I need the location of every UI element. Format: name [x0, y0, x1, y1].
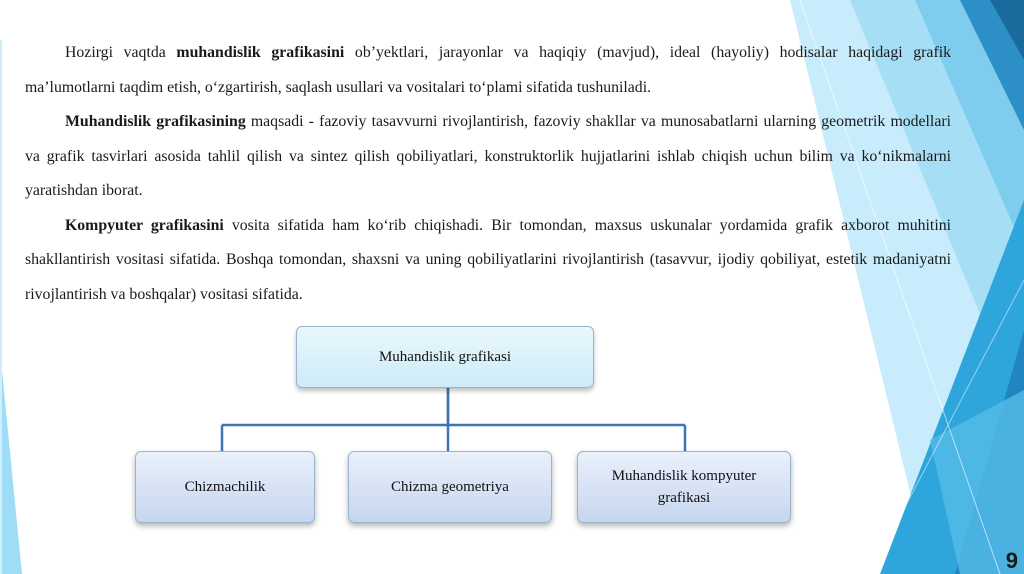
- paragraph-2-rest: maqsadi - fazoviy tasavvurni rivojlantirish, fazoviy shakllar va munosabatlarni ularning geometrik modellari va grafik tasvirlari asosida tahlil qilish va sintez qilish qobiliyatlari, konstruktorlik hujjatlarini ishlab chiqish uchun bilim va ko‘nikmalarni yaratishdan iborat.: [25, 113, 951, 199]
- diagram-child-label-3: Muhandislik kompyuter grafikasi: [611, 468, 757, 506]
- diagram-child-box-1: [135, 451, 315, 523]
- diagram-child-label-2: Chizma geometriya: [391, 479, 509, 495]
- paragraph-2: [25, 105, 951, 209]
- diagram-child-label-1: Chizmachilik: [184, 479, 266, 495]
- paragraph-1-bold: muhandislik grafikasini: [176, 44, 345, 61]
- paragraph-3: [25, 209, 951, 313]
- paragraph-2-bold: Muhandislik grafikasining: [65, 113, 246, 130]
- main-text: [25, 36, 951, 312]
- diagram-root-box: [296, 326, 594, 388]
- paragraph-1-rest: ob’yektlari, jarayonlar va haqiqiy (mavjud), ideal (hayoliy) hodisalar haqidagi grafik ma’lumotlarni taqdim etish, o‘zgartirish, saqlash usullari va vositalari to‘plami sifatida tushuniladi.: [25, 44, 951, 96]
- paragraph-1-start: Hozirgi vaqtda: [65, 44, 177, 61]
- paragraph-3-rest: vosita sifatida ham ko‘rib chiqishadi. Bir tomondan, maxsus uskunalar yordamida grafik axborot muhitini shakllantirish vositasi sifatida. Boshqa tomondan, shaxsni va uning qobiliyatlarini rivojlantirish (tasavvur, ijodiy qobiliyat, estetik madaniyatni rivojlantirish va boshqalar) vositasi sifatida.: [25, 216, 951, 303]
- diagram-root-label: Muhandislik grafikasi: [378, 349, 512, 365]
- paragraph-3-bold: Kompyuter grafikasini: [65, 216, 224, 234]
- paragraph-1: [25, 36, 951, 105]
- diagram-child-box-2: [348, 451, 552, 523]
- page-number: 9: [1005, 548, 1018, 573]
- diagram-child-box-3: [577, 451, 791, 523]
